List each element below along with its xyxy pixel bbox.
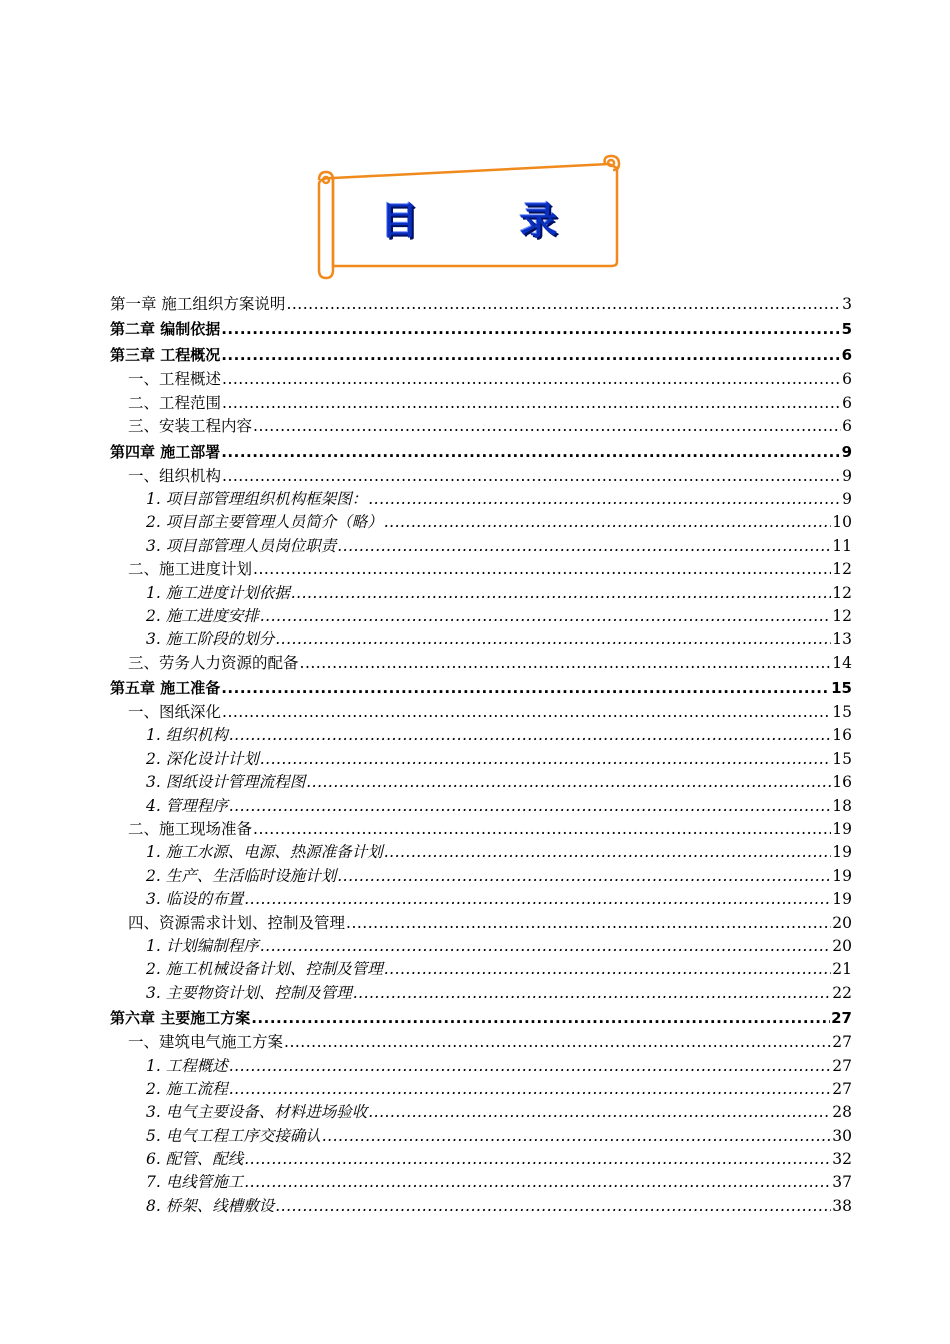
toc-leader-dots (353, 982, 832, 1005)
toc-leader-dots (300, 652, 832, 675)
toc-entry[interactable] (110, 628, 852, 651)
toc-entry-page: 20 (832, 913, 852, 932)
toc-entry-label: 第四章 施工部署 (110, 442, 221, 461)
toc-leader-dots (384, 958, 832, 981)
toc-entry-label: 5. 电气工程工序交接确认 (146, 1126, 321, 1145)
toc-entry[interactable] (110, 888, 852, 911)
toc-entry-page: 9 (842, 466, 852, 485)
toc-leader-dots (251, 1005, 830, 1031)
toc-entry[interactable] (110, 1195, 852, 1218)
toc-entry-label: 7. 电线管施工 (146, 1173, 244, 1192)
toc-leader-dots (306, 771, 831, 794)
toc-leader-dots (253, 818, 831, 841)
toc-entry-page: 12 (832, 560, 852, 579)
toc-entry-page: 6 (842, 370, 852, 389)
toc-entry[interactable] (110, 439, 852, 465)
toc-entry-page: 13 (832, 630, 852, 649)
toc-entry-page: 16 (832, 773, 852, 792)
toc-leader-dots (286, 293, 841, 316)
toc-entry-label: 1. 施工进度计划依据 (146, 583, 290, 602)
toc-entry-page: 37 (832, 1173, 852, 1192)
toc-entry[interactable] (110, 958, 852, 981)
toc-leader-dots (222, 368, 841, 391)
toc-entry-page: 9 (841, 442, 852, 461)
toc-entry-label: 3. 临设的布置 (146, 890, 244, 909)
toc-entry-label: 4. 管理程序 (146, 796, 228, 815)
toc-entry-label: 一、组织机构 (128, 466, 222, 485)
toc-entry-page: 30 (832, 1126, 852, 1145)
toc-leader-dots (229, 1055, 832, 1078)
toc-entry-label: 一、工程概述 (128, 370, 222, 389)
toc-entry-label: 2. 施工流程 (146, 1079, 228, 1098)
toc-entry-page: 15 (832, 703, 852, 722)
toc-entry[interactable] (110, 1031, 852, 1054)
toc-leader-dots (221, 342, 840, 368)
toc-leader-dots (221, 439, 840, 465)
toc-entry-label: 1. 计划编制程序 (146, 936, 259, 955)
toc-leader-dots (346, 912, 831, 935)
toc-leader-dots (221, 675, 830, 701)
toc-entry-label: 一、图纸深化 (128, 703, 222, 722)
toc-entry[interactable] (110, 511, 852, 534)
toc-entry-page: 14 (832, 653, 852, 672)
toc-entry-page: 12 (832, 606, 852, 625)
toc-entry[interactable] (110, 1005, 852, 1031)
toc-entry-label: 6. 配管、配线 (146, 1150, 244, 1169)
toc-leader-dots (221, 316, 840, 342)
toc-entry-page: 27 (832, 1056, 852, 1075)
page-title: 目 录 (380, 198, 602, 243)
toc-entry-label: 2. 生产、生活临时设施计划 (146, 866, 337, 885)
toc-leader-dots (229, 724, 832, 747)
toc-leader-dots (384, 511, 832, 534)
toc-entry-label: 2. 施工机械设备计划、控制及管理 (146, 960, 383, 979)
toc-entry-page: 6 (842, 417, 852, 436)
toc-entry-page: 15 (832, 749, 852, 768)
toc-entry-page: 28 (832, 1103, 852, 1122)
toc-entry[interactable] (110, 1125, 852, 1148)
toc-entry[interactable] (110, 675, 852, 701)
toc-entry[interactable] (110, 342, 852, 368)
toc-entry-label: 二、施工进度计划 (128, 560, 253, 579)
toc-entry-label: 2. 项目部主要管理人员简介（略） (146, 513, 383, 532)
toc-entry-label: 2. 深化设计计划 (146, 749, 259, 768)
toc-entry-label: 8. 桥架、线槽敷设 (146, 1196, 275, 1215)
toc-entry[interactable] (110, 582, 852, 605)
toc-entry-label: 3. 电气主要设备、材料进场验收 (146, 1103, 368, 1122)
toc-entry-label: 3. 图纸设计管理流程图 (146, 773, 306, 792)
toc-entry-label: 1. 组织机构 (146, 726, 228, 745)
toc-leader-dots (337, 865, 831, 888)
toc-leader-dots (253, 415, 841, 438)
toc-leader-dots (222, 465, 841, 488)
toc-leader-dots (229, 795, 832, 818)
toc-entry-label: 3. 项目部管理人员岗位职责 (146, 536, 337, 555)
toc-leader-dots (322, 1125, 832, 1148)
toc-entry-page: 18 (832, 796, 852, 815)
title-scroll-banner (313, 152, 625, 282)
toc-entry-page: 3 (842, 294, 852, 313)
toc-entry[interactable] (110, 652, 852, 675)
toc-entry[interactable] (110, 1101, 852, 1124)
toc-entry[interactable] (110, 748, 852, 771)
toc-entry-page: 6 (841, 346, 852, 365)
toc-entry[interactable] (110, 701, 852, 724)
toc-entry-page: 38 (832, 1196, 852, 1215)
toc-entry[interactable] (110, 1055, 852, 1078)
toc-entry-label: 二、施工现场准备 (128, 820, 253, 839)
toc-entry-label: 三、安装工程内容 (128, 417, 253, 436)
toc-leader-dots (260, 605, 832, 628)
toc-entry[interactable] (110, 465, 852, 488)
toc-entry-page: 15 (831, 679, 852, 698)
toc-entry-label: 1. 施工水源、电源、热源准备计划 (146, 843, 383, 862)
toc-entry-page: 19 (832, 820, 852, 839)
toc-leader-dots (275, 628, 831, 651)
toc-leader-dots (368, 1101, 831, 1124)
toc-entry-page: 10 (832, 513, 852, 532)
toc-entry[interactable] (110, 316, 852, 342)
table-of-contents (110, 293, 852, 1218)
toc-entry[interactable] (110, 488, 852, 511)
toc-entry-page: 19 (832, 843, 852, 862)
toc-leader-dots (222, 701, 831, 724)
toc-entry-label: 3. 施工阶段的划分 (146, 630, 275, 649)
toc-entry-page: 11 (832, 536, 852, 555)
toc-entry[interactable] (110, 415, 852, 438)
toc-entry-label: 第六章 主要施工方案 (110, 1009, 251, 1028)
toc-leader-dots (291, 582, 832, 605)
toc-entry-label: 第一章 施工组织方案说明 (110, 294, 286, 313)
toc-leader-dots (260, 748, 832, 771)
toc-entry[interactable] (110, 841, 852, 864)
toc-entry[interactable] (110, 795, 852, 818)
toc-entry-page: 12 (832, 583, 852, 602)
toc-entry-label: 一、建筑电气施工方案 (128, 1033, 284, 1052)
toc-leader-dots (337, 535, 831, 558)
toc-entry-label: 二、工程范围 (128, 393, 222, 412)
toc-entry[interactable] (110, 724, 852, 747)
toc-entry[interactable] (110, 293, 852, 316)
toc-entry-label: 1. 项目部管理组织机构框架图： (146, 489, 368, 508)
toc-entry-page: 16 (832, 726, 852, 745)
toc-entry-page: 19 (832, 890, 852, 909)
toc-entry-page: 9 (842, 489, 852, 508)
toc-leader-dots (222, 392, 841, 415)
toc-entry[interactable] (110, 535, 852, 558)
toc-entry[interactable] (110, 1078, 852, 1101)
toc-entry[interactable] (110, 392, 852, 415)
toc-leader-dots (244, 1171, 831, 1194)
toc-entry-label: 2. 施工进度安排 (146, 606, 259, 625)
toc-entry[interactable] (110, 771, 852, 794)
toc-leader-dots (244, 1148, 831, 1171)
toc-entry-label: 3. 主要物资计划、控制及管理 (146, 983, 352, 1002)
toc-entry[interactable] (110, 982, 852, 1005)
toc-entry-label: 第五章 施工准备 (110, 679, 221, 698)
toc-leader-dots (253, 558, 831, 581)
toc-leader-dots (384, 841, 832, 864)
toc-entry-page: 27 (832, 1079, 852, 1098)
toc-entry-page: 27 (831, 1009, 852, 1028)
toc-leader-dots (368, 488, 841, 511)
toc-entry-page: 32 (832, 1150, 852, 1169)
toc-entry-label: 三、劳务人力资源的配备 (128, 653, 299, 672)
toc-entry-page: 19 (832, 866, 852, 885)
toc-leader-dots (275, 1195, 831, 1218)
toc-entry[interactable] (110, 818, 852, 841)
toc-entry-label: 第二章 编制依据 (110, 320, 221, 339)
toc-entry-page: 5 (841, 320, 852, 339)
toc-entry-page: 20 (832, 936, 852, 955)
toc-entry-page: 27 (832, 1033, 852, 1052)
toc-entry[interactable] (110, 1148, 852, 1171)
toc-entry-label: 1. 工程概述 (146, 1056, 228, 1075)
toc-entry[interactable] (110, 935, 852, 958)
toc-leader-dots (229, 1078, 832, 1101)
toc-entry-page: 21 (832, 960, 852, 979)
toc-leader-dots (284, 1031, 831, 1054)
toc-entry[interactable] (110, 558, 852, 581)
toc-entry-page: 6 (842, 393, 852, 412)
toc-entry[interactable] (110, 865, 852, 888)
toc-entry[interactable] (110, 368, 852, 391)
toc-entry[interactable] (110, 605, 852, 628)
toc-leader-dots (244, 888, 831, 911)
toc-entry-label: 第三章 工程概况 (110, 346, 221, 365)
toc-entry[interactable] (110, 1172, 852, 1195)
toc-entry-label: 四、资源需求计划、控制及管理 (128, 913, 346, 932)
toc-entry-page: 22 (832, 983, 852, 1002)
toc-entry[interactable] (110, 912, 852, 935)
toc-leader-dots (260, 935, 832, 958)
